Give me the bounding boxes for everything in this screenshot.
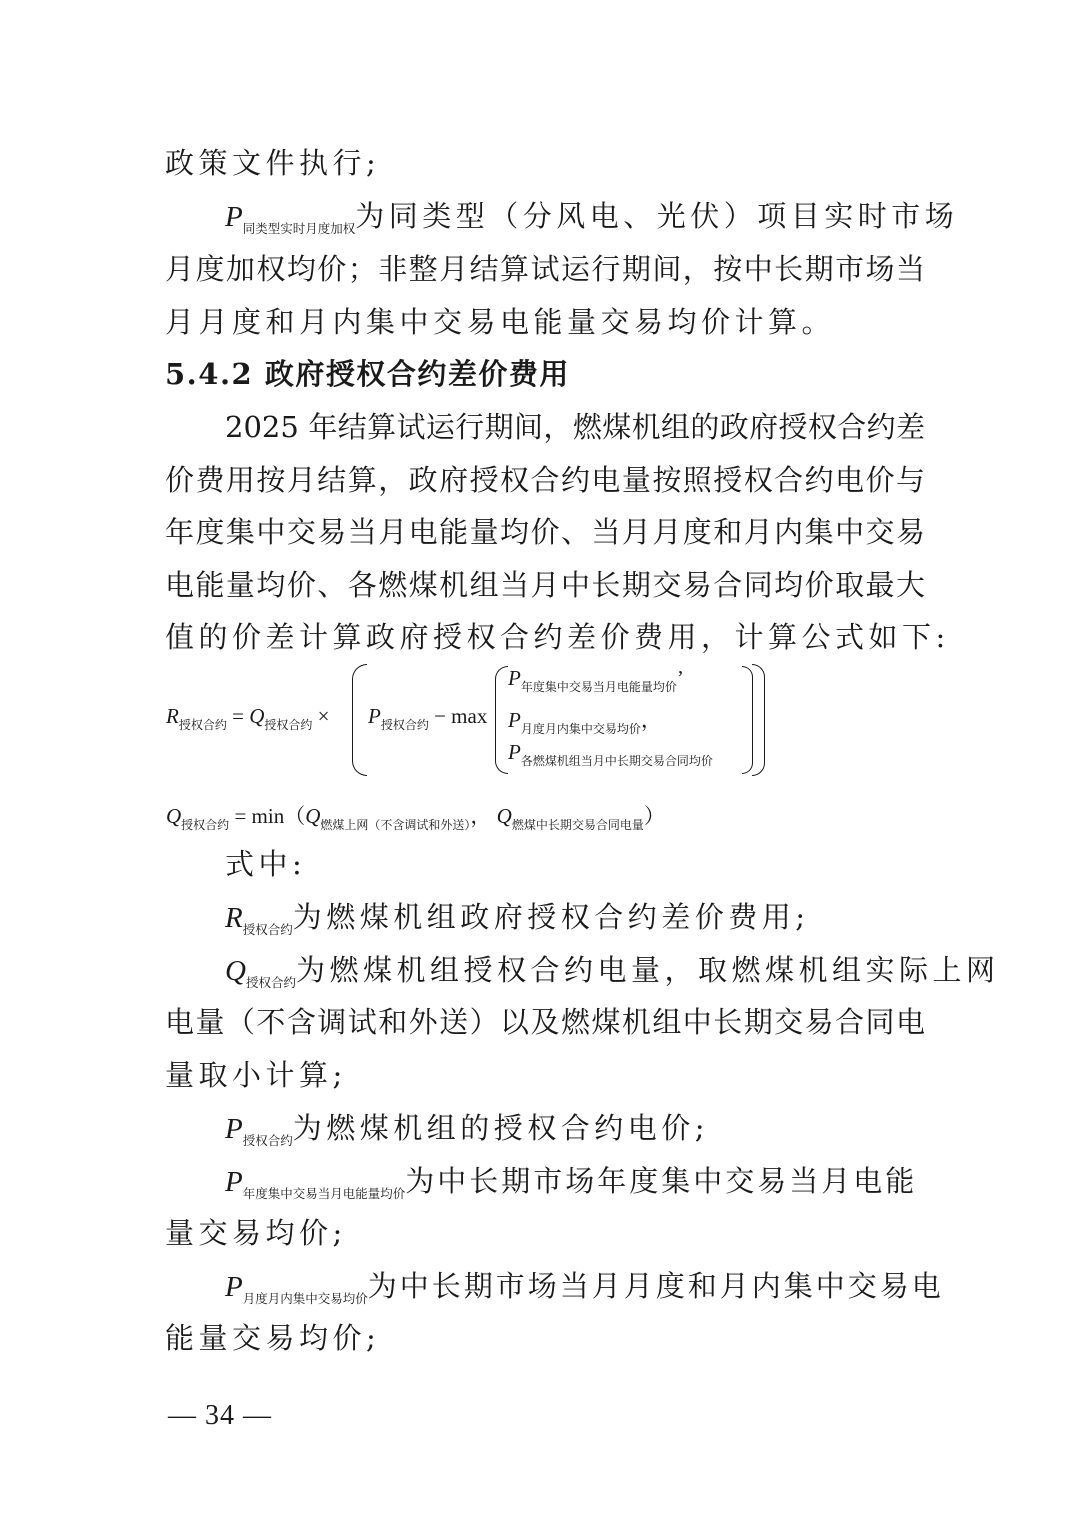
definition-line xyxy=(225,1161,925,1207)
symbol-subscript: 授权合约 xyxy=(245,975,296,990)
subscript: 燃煤上网（不含调试和外送） xyxy=(320,818,471,832)
symbol-q: Q xyxy=(166,804,182,828)
symbol-subscript: 年度集中交易当月电能量均价 xyxy=(242,1186,406,1201)
times-sign: × xyxy=(317,704,330,728)
definition-text: 为中长期市场年度集中交易当月电能 xyxy=(405,1164,918,1198)
definition-text: 为燃煤机组政府授权合约差价费用; xyxy=(292,900,810,934)
max-option-1 xyxy=(508,666,684,694)
comma: ， xyxy=(470,804,492,828)
comma: ’ xyxy=(676,666,684,690)
comma: ， xyxy=(640,708,662,732)
close-paren: ） xyxy=(643,804,665,828)
symbol-p: P xyxy=(508,740,521,764)
subscript: 授权合约 xyxy=(264,718,313,732)
subscript: 燃煤中长期交易合同电量 xyxy=(511,818,644,832)
definition-text: 为同类型（分风电、光伏）项目实时市场 xyxy=(355,199,959,233)
symbol: R xyxy=(225,902,243,934)
text-line: 量交易均价; xyxy=(165,1216,347,1250)
formula-price-term xyxy=(368,704,488,732)
section-heading: 5.4.2 政府授权合约差价费用 xyxy=(165,357,570,391)
text-line: 值的价差计算政府授权合约差价费用，计算公式如下: xyxy=(165,620,950,654)
symbol-r: R xyxy=(166,704,179,728)
symbol-subscript: 月度月内集中交易均价 xyxy=(242,1291,368,1306)
symbol-q: Q xyxy=(305,804,321,828)
formula-authorized-contract-quantity xyxy=(166,800,665,830)
minus-max: − max xyxy=(434,704,488,728)
symbol-q: Q xyxy=(249,704,265,728)
outer-left-paren xyxy=(352,664,367,776)
symbol: P xyxy=(225,201,243,233)
definition-text: 为中长期市场当月月度和月内集中交易电 xyxy=(367,1269,944,1303)
definition-line xyxy=(225,196,959,242)
text-line: 价费用按月结算，政府授权合约电量按照授权合约电价与 xyxy=(165,463,925,497)
subscript: 授权合约 xyxy=(178,718,227,732)
text-line: 2025 年结算试运行期间，燃煤机组的政府授权合约差 xyxy=(225,410,925,444)
symbol-q: Q xyxy=(496,804,512,828)
text-line: 月月度和月内集中交易电能量交易均价计算。 xyxy=(165,305,836,339)
text-line: 量取小计算; xyxy=(165,1058,347,1092)
text-line: 月度加权均价；非整月结算试运行期间，按中长期市场当 xyxy=(165,252,925,286)
symbol: P xyxy=(225,1166,243,1198)
definition-text: 为燃煤机组的授权合约电价; xyxy=(292,1111,710,1145)
symbol-p: P xyxy=(368,704,381,728)
subscript: 授权合约 xyxy=(380,718,429,732)
page-number: — 34 — xyxy=(168,1400,272,1431)
equals: = xyxy=(232,704,244,728)
text-line: 能量交易均价; xyxy=(165,1321,381,1355)
outer-right-paren xyxy=(752,664,765,776)
subscript: 月度月内集中交易均价 xyxy=(520,722,641,736)
text-line: 年度集中交易当月电能量均价、当月月度和月内集中交易 xyxy=(165,515,925,549)
max-option-2 xyxy=(508,704,662,734)
equals-min: = min（ xyxy=(234,804,306,828)
text-line: 电能量均价、各燃煤机组当月中长期交易合同均价取最大 xyxy=(165,568,925,602)
formula-lhs xyxy=(166,704,330,732)
definition-line xyxy=(225,1108,925,1154)
definition-line xyxy=(225,950,1000,996)
inner-left-paren xyxy=(495,666,508,774)
subscript: 各燃煤机组当月中长期交易合同均价 xyxy=(520,754,713,768)
text-line: 政策文件执行; xyxy=(165,146,381,180)
symbol-p: P xyxy=(508,708,521,732)
max-option-3 xyxy=(508,740,713,768)
symbol: Q xyxy=(225,955,246,987)
symbol-subscript: 授权合约 xyxy=(242,1133,293,1148)
definition-line xyxy=(225,1266,944,1312)
text-line: 式中: xyxy=(225,847,307,881)
symbol-subscript: 授权合约 xyxy=(242,922,293,937)
definition-line xyxy=(225,897,925,943)
subscript: 年度集中交易当月电能量均价 xyxy=(520,680,677,694)
symbol-p: P xyxy=(508,666,521,690)
symbol: P xyxy=(225,1271,243,1303)
text-line: 电量（不含调试和外送）以及燃煤机组中长期交易合同电 xyxy=(165,1005,925,1039)
subscript: 授权合约 xyxy=(181,818,230,832)
symbol: P xyxy=(225,1113,243,1145)
symbol-subscript: 同类型实时月度加权 xyxy=(242,221,356,236)
definition-text: 为燃煤机组授权合约电量，取燃煤机组实际上网 xyxy=(295,953,1000,987)
